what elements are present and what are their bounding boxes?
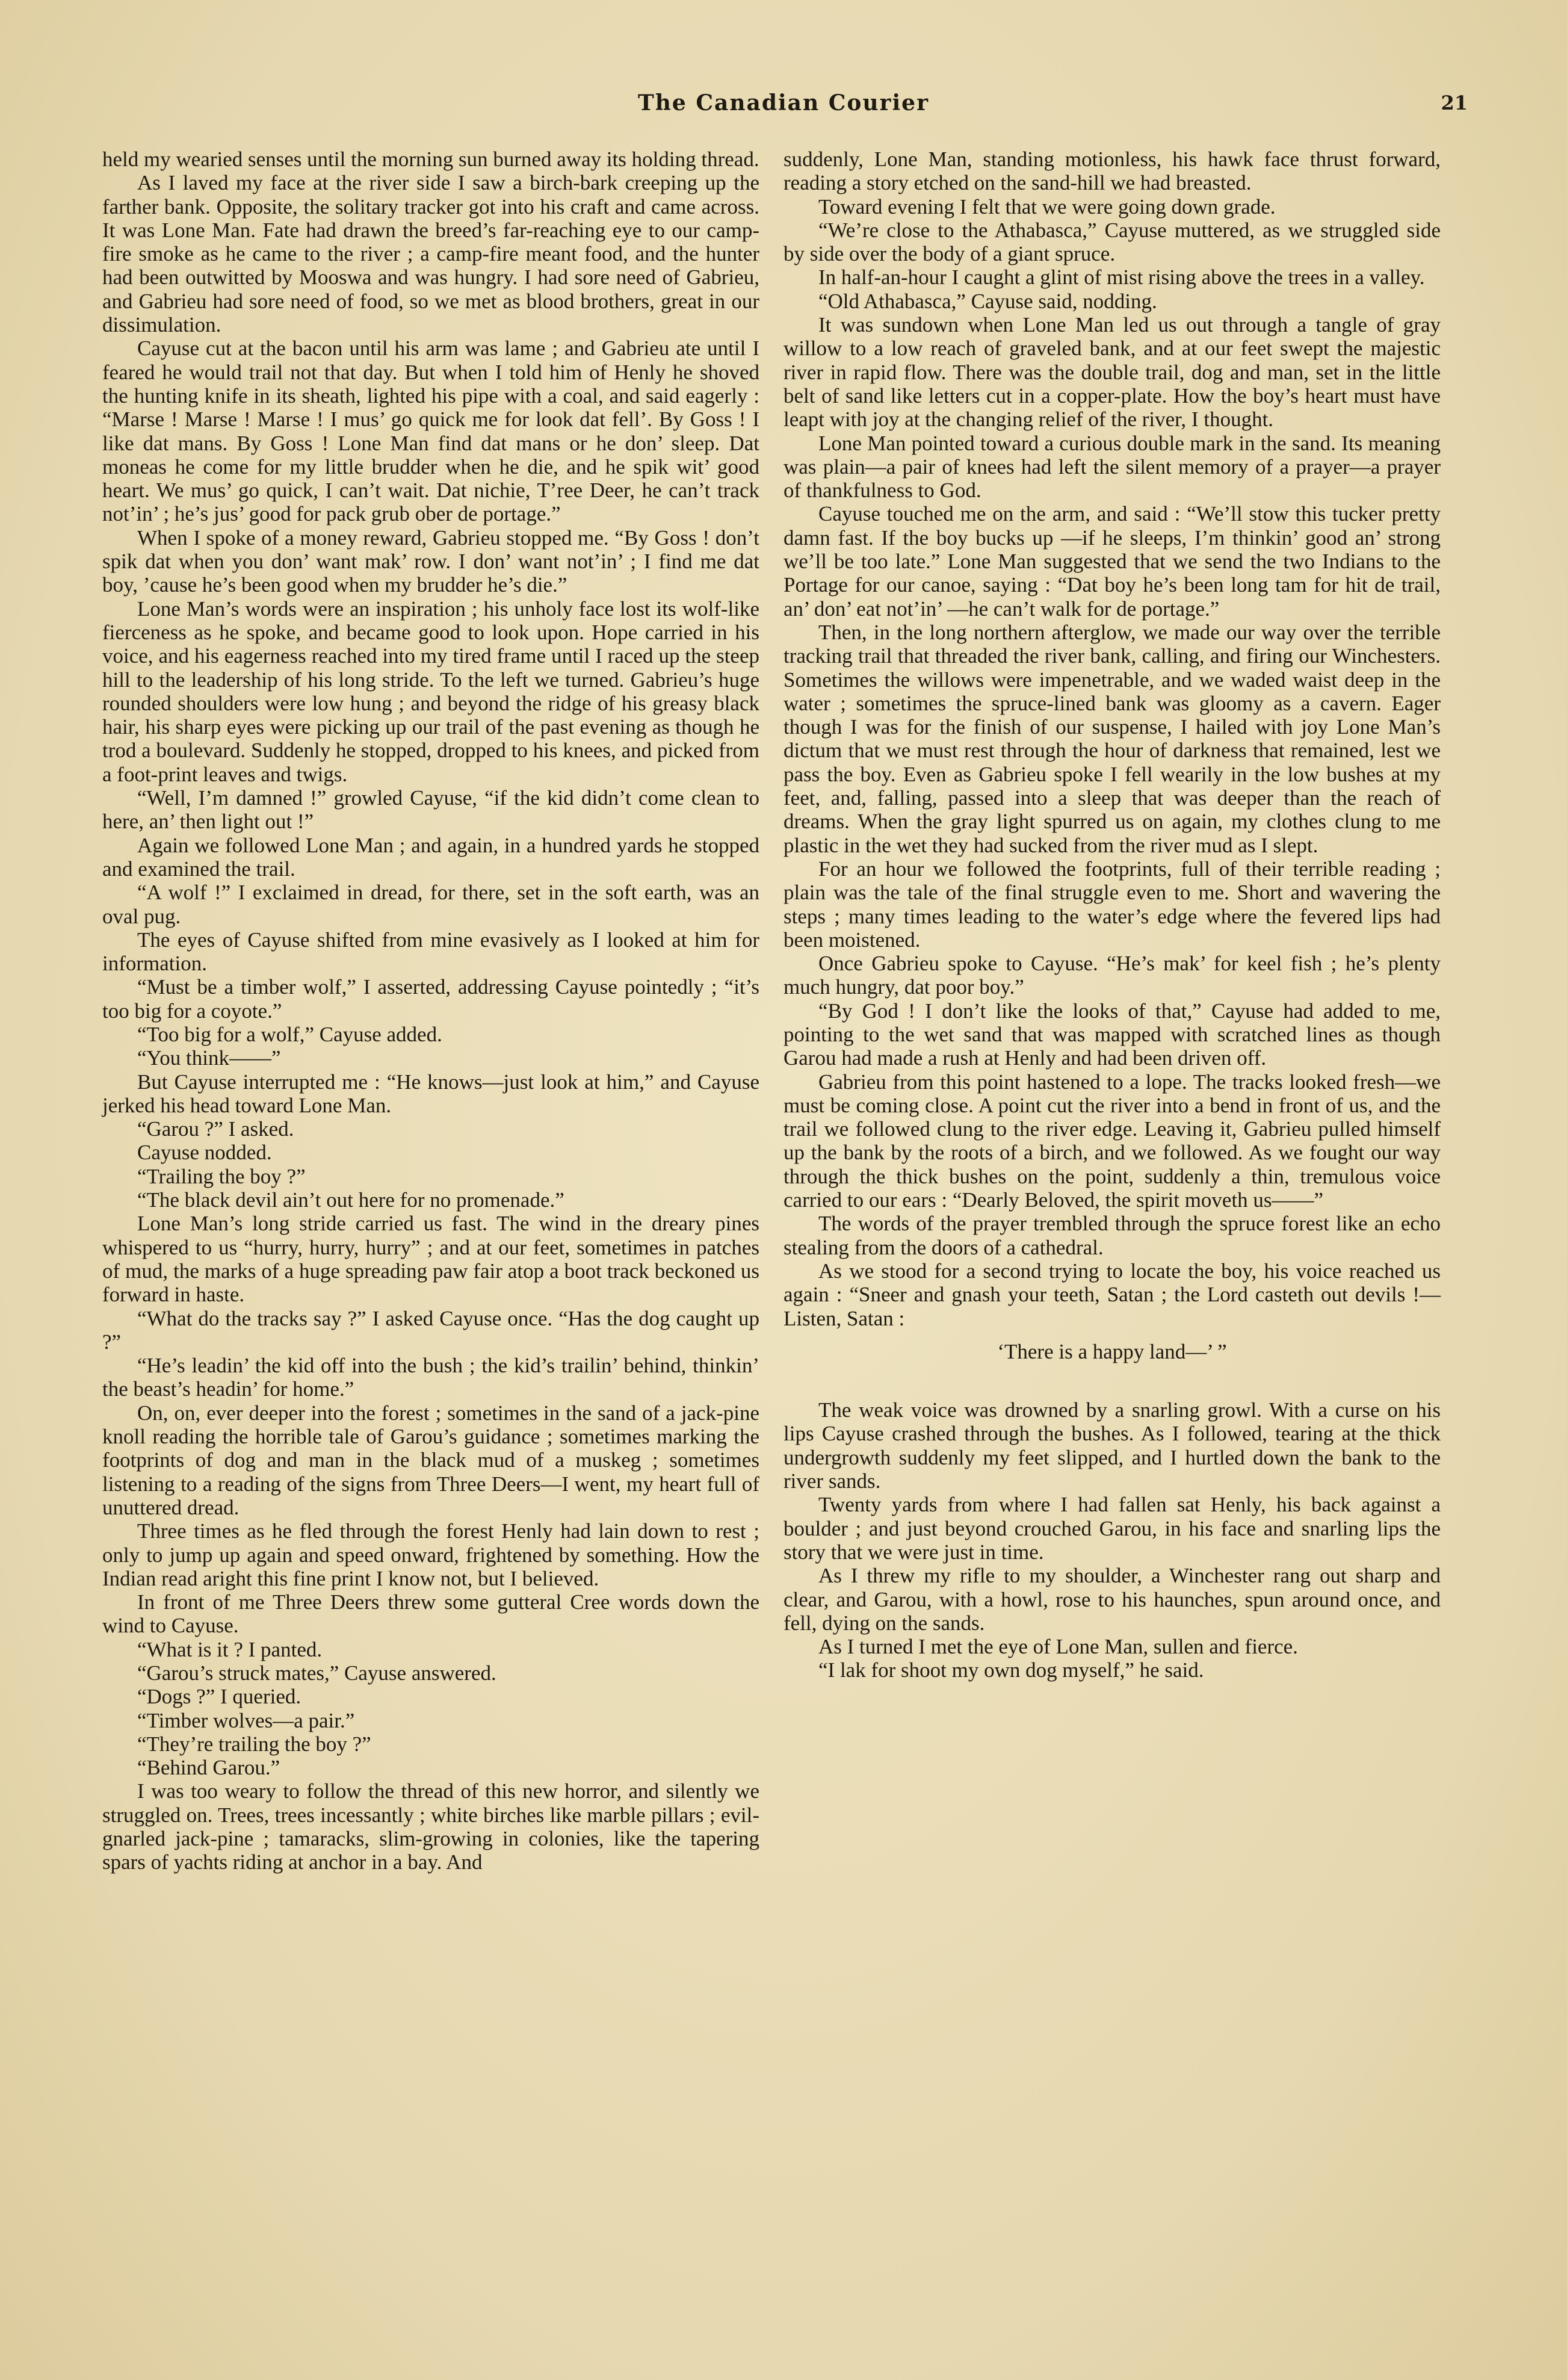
paragraph: “Behind Garou.” [137,1756,280,1780]
paragraph: I was too weary to follow the thread of this new horror, and silently we struggled on. Trees, trees incessantly ; white birches like marble pillars ; evil-gnarled jack-pine ; tamaracks, slim-growing in colonies, like the tapering spars of yachts riding at anchor in a bay. And [102,1779,759,1874]
paragraph: “He’s leadin’ the kid off into the bush ; the kid’s trailin’ behind, thinkin’ the beast’s headin’ for home.” [102,1354,759,1401]
paragraph: As I laved my face at the river side I saw a birch-bark creeping up the farther bank. Opposite, the solitary tracker got into his craft and came across. It was Lone Man. Fate had drawn the breed’s far-reaching eye to our camp-fire smoke as he came to the river ; a camp-fire meant food, and the hunter had been outwitted by Mooswa and was hungry. I had sore need of Gabrieu, and Gabrieu had sore need of food, so we met as blood brothers, great in our dissimulation. [102,171,759,337]
paragraph: “I lak for shoot my own dog myself,” he said. [818,1658,1204,1682]
paragraph: It was sundown when Lone Man led us out through a tangle of gray willow to a low reach of graveled bank, and at our feet swept the majestic river in rapid flow. There was the double trail, dog and man, set in the little belt of sand like letters cut in a copper-plate. How the boy’s heart must have leapt with joy at the changing relief of the river, I thought. [784,313,1441,432]
paragraph: “Trailing the boy ?” [137,1164,306,1188]
paragraph: When I spoke of a money reward, Gabrieu stopped me. “By Goss ! don’t spik dat when you don’ want mak’ row. I don’ want not’in’ ; I find me dat boy, ’cause he’s been good when my brudder he’s die.” [102,525,759,597]
paragraph: As I threw my rifle to my shoulder, a Winchester rang out sharp and clear, and Garou, with a howl, rose to his haunches, spun around once, and fell, dying on the sands. [784,1564,1441,1635]
paragraph: Again we followed Lone Man ; and again, in a hundred yards he stopped and examined the trail. [102,833,759,881]
paragraph: “Must be a timber wolf,” I asserted, addressing Cayuse pointedly ; “it’s too big for a coyote.” [102,975,759,1023]
paragraph: Then, in the long northern afterglow, we made our way over the terrible tracking trail that threaded the river bank, calling, and firing our Winchesters. Sometimes the willows were impenetrable, and we waded waist deep in the water ; sometimes the spruce-lined bank was gloomy as a cavern. Eager though I was for the finish of our suspense, I hailed with joy Lone Man’s dictum that we must rest through the hour of darkness that remained, lest we pass the boy. Even as Gabrieu spoke I fell wearily in the low bushes at my feet, and, falling, passed into a sleep that was deeper than the reach of dreams. When the gray light spurred us on again, my clothes clung to me plastic in the wet they had sucked from the river mud as I slept. [784,620,1441,857]
paragraph: As we stood for a second trying to locate the boy, his voice reached us again : “Sneer and gnash your teeth, Satan ; the Lord casteth out devils !—Listen, Satan : [784,1259,1441,1330]
paragraph: The weak voice was drowned by a snarling growl. With a curse on his lips Cayuse crashed through the bushes. As I followed, tearing at the thick undergrowth suddenly my feet slipped, and I hurtled down the bank to the river sands. [784,1398,1441,1493]
paragraph: In front of me Three Deers threw some gutteral Cree words down the wind to Cayuse. [102,1590,759,1638]
paragraph: On, on, ever deeper into the forest ; sometimes in the sand of a jack-pine knoll reading the horrible tale of Garou’s guidance ; sometimes marking the footprints of dog and man in the black mud of a muskeg ; sometimes listening to a reading of the signs from Three Deers—I went, my heart full of unuttered dread. [102,1401,759,1519]
paragraph: “You think——” [137,1046,281,1070]
right-column [784,147,1441,1682]
paragraph: “They’re trailing the boy ?” [137,1732,371,1756]
paragraph: But Cayuse interrupted me : “He knows—just look at him,” and Cayuse jerked his head toward Lone Man. [102,1070,759,1117]
paragraph: The words of the prayer trembled through the spruce forest like an echo stealing from the doors of a cathedral. [784,1212,1441,1259]
paragraph: “Garou ?” I asked. [137,1117,294,1141]
paragraph: Gabrieu from this point hastened to a lope. The tracks looked fresh—we must be coming close. A point cut the river into a bend in front of us, and the trail we followed clung to the river edge. Leaving it, Gabrieu pulled himself up the bank by the roots of a birch, and we followed. As we fought our way through the thick bushes on the point, suddenly a thin, tremulous voice carried to our ears : “Dearly Beloved, the spirit moveth us——” [784,1070,1441,1212]
paragraph: Lone Man’s long stride carried us fast. The wind in the dreary pines whispered to us “hurry, hurry, hurry” ; and at our feet, sometimes in patches of mud, the marks of a huge spreading paw fair atop a boot track beckoned us forward in haste. [102,1212,759,1307]
paragraph: Twenty yards from where I had fallen sat Henly, his back against a boulder ; and just beyond crouched Garou, in his face and snarling lips the story that we were just in time. [784,1493,1441,1564]
paragraph: “By God ! I don’t like the looks of that,” Cayuse had added to me, pointing to the wet sand that was mapped with scratched lines as though Garou had made a rush at Henly and had been driven off. [784,999,1441,1070]
paragraph: “A wolf !” I exclaimed in dread, for there, set in the soft earth, was an oval pug. [102,881,759,928]
masthead-title: The Canadian Courier [637,90,930,116]
paragraph: “Old Athabasca,” Cayuse said, nodding. [818,289,1157,313]
paragraph: As I turned I met the eye of Lone Man, sullen and fierce. [818,1635,1298,1659]
paragraph: Cayuse cut at the bacon until his arm was lame ; and Gabrieu ate until I feared he would trail not that day. But when I told him of Henly he shoved the hunting knife in its sheath, lighted his pipe with a coal, and said eagerly : “Marse ! Marse ! Marse ! I mus’ go quick me for look dat fell’. By Goss ! I like dat mans. By Goss ! Lone Man find dat mans or he don’ sleep. Dat moneas he come for my little brudder when he die, and he spik wit’ good heart. We mus’ go quick, I can’t wait. Dat nichie, T’ree Deer, he can’t track not’in’ ; he’s jus’ good for pack grub ober de portage.” [102,336,759,526]
paragraph: “What do the tracks say ?” I asked Cayuse once. “Has the dog caught up ?” [102,1306,759,1354]
hymn-quote: ‘There is a happy land—’ ” [997,1339,1227,1363]
paragraph: Toward evening I felt that we were going down grade. [818,194,1276,218]
paragraph: For an hour we followed the footprints, full of their terrible reading ; plain was the tale of the final struggle even to me. Short and wavering the steps ; many times leading to the water’s edge where the fevered lips had been moistened. [784,857,1441,952]
paragraph: Cayuse touched me on the arm, and said : “We’ll stow this tucker pretty damn fast. If the boy bucks up —if he sleeps, I’m thinkin’ good an’ strong we’ll be too late.” Lone Man suggested that we send the two Indians to the Portage for our canoe, saying : “Dat boy he’s been long tam for hit de trail, an’ don’ eat not’in’ —he can’t walk for de portage.” [784,502,1441,621]
paragraph: “Too big for a wolf,” Cayuse added. [137,1022,442,1046]
paragraph: “Timber wolves—a pair.” [137,1708,355,1732]
page-header [99,90,1468,124]
left-column [102,147,759,1874]
paragraph: “The black devil ain’t out here for no promenade.” [137,1188,564,1212]
paragraph: “What is it ? I panted. [137,1637,323,1661]
paragraph: Lone Man’s words were an inspiration ; his unholy face lost its wolf-like fierceness as he spoke, and became good to look upon. Hope carried in his voice, and his eagerness reached into my tired frame until I raced up the steep hill to the leadership of his long stride. To the left we turned. Gabrieu’s huge rounded shoulders were low hung ; and beyond the ridge of his greasy black hair, his sharp eyes were picking up our trail of the past evening as though he trod a boulevard. Suddenly he stopped, dropped to his knees, and picked from a foot-print leaves and twigs. [102,597,759,786]
paragraph: suddenly, Lone Man, standing motionless, his hawk face thrust forward, reading a story etched on the sand-hill we had breasted. [784,147,1441,195]
paragraph: Lone Man pointed toward a curious double mark in the sand. Its meaning was plain—a pair of knees had left the silent memory of a prayer—a prayer of thankfulness to God. [784,431,1441,503]
paragraph: Three times as he fled through the forest Henly had lain down to rest ; only to jump up again and speed onward, frightened by something. How the Indian read aright this fine print I know not, but I believed. [102,1519,759,1590]
paragraph: Cayuse nodded. [137,1141,272,1165]
paragraph: “We’re close to the Athabasca,” Cayuse muttered, as we struggled side by side over the body of a giant spruce. [784,218,1441,266]
page-number: 21 [1441,91,1468,114]
paragraph: The eyes of Cayuse shifted from mine evasively as I looked at him for information. [102,928,759,976]
paragraph: Once Gabrieu spoke to Cayuse. “He’s mak’ for keel fish ; he’s plenty much hungry, dat poor boy.” [784,952,1441,999]
paragraph: “Well, I’m damned !” growled Cayuse, “if the kid didn’t come clean to here, an’ then light out !” [102,786,759,834]
paragraph: “Dogs ?” I queried. [137,1685,301,1709]
paragraph: held my wearied senses until the morning sun burned away its holding thread. [102,147,759,171]
paragraph: In half-an-hour I caught a glint of mist rising above the trees in a valley. [818,265,1425,290]
paragraph: “Garou’s struck mates,” Cayuse answered. [137,1661,496,1685]
